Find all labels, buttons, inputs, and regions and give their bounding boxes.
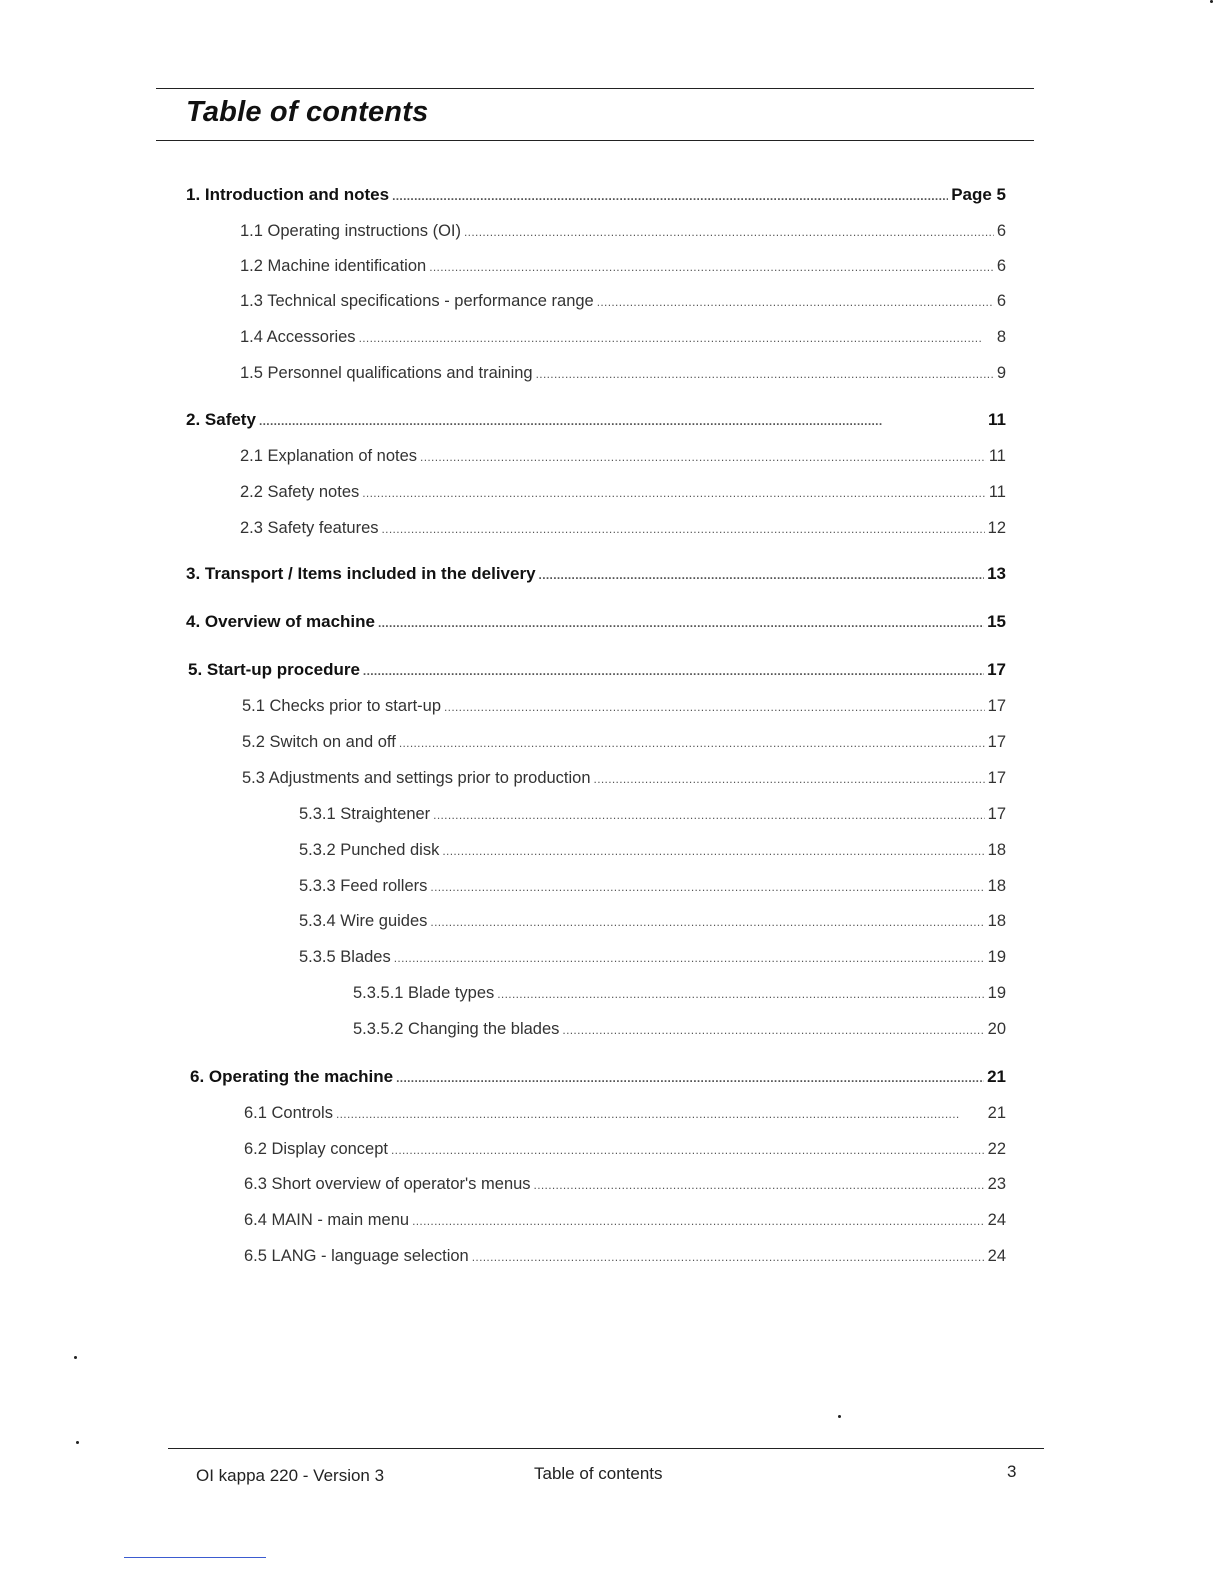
toc-entry-label: 5.3.5.2 Changing the blades: [353, 1020, 560, 1038]
toc-entry: [190, 1066, 1006, 1089]
toc-entry-page: 23: [987, 1175, 1006, 1193]
toc-entry-page: 24: [987, 1211, 1006, 1229]
toc-entry: [299, 910, 1006, 933]
toc-entry-label: 1.4 Accessories: [240, 328, 356, 346]
toc-entry: [188, 659, 1006, 682]
toc-entry: [240, 362, 1006, 385]
toc-leader-dots: [420, 446, 986, 468]
scan-edge-line: [124, 1557, 266, 1558]
toc-entry-page: 22: [987, 1140, 1006, 1158]
toc-leader-dots: [464, 221, 994, 243]
toc-entry-page: 12: [987, 519, 1006, 537]
toc-entry-page: 17: [987, 697, 1006, 715]
toc-entry-label: 1. Introduction and notes: [186, 185, 390, 204]
toc-entry: [299, 946, 1006, 969]
toc-leader-dots: [429, 256, 994, 278]
toc-entry-page: 11: [988, 483, 1006, 501]
toc-leader-dots: [594, 768, 985, 790]
footer-page-number: 3: [1007, 1462, 1017, 1481]
toc-entry-label: 2.3 Safety features: [240, 519, 379, 537]
toc-entry-label: 6.4 MAIN - main menu: [244, 1211, 410, 1229]
toc-entry-page: 18: [987, 912, 1006, 930]
toc-entry: [244, 1102, 1006, 1125]
toc-entry: [186, 409, 1006, 432]
toc-entry: [299, 839, 1006, 862]
toc-leader-dots: [472, 1246, 985, 1268]
toc-leader-dots: [399, 732, 985, 754]
toc-leader-dots: [562, 1019, 984, 1041]
toc-entry-label: 5.3.5 Blades: [299, 948, 391, 966]
toc-entry-label: 5.1 Checks prior to start-up: [242, 697, 441, 715]
toc-entry-page: 18: [987, 877, 1006, 895]
toc-leader-dots: [394, 947, 985, 969]
toc-entry-page: 8: [996, 328, 1006, 346]
toc-entry-page: 18: [987, 841, 1006, 859]
toc-entry-label: 5.3.5.1 Blade types: [353, 984, 495, 1002]
toc-leader-dots: [392, 185, 948, 207]
toc-entry: [240, 220, 1006, 243]
toc-entry: [244, 1173, 1006, 1196]
toc-entry-page: 19: [987, 984, 1006, 1002]
toc-entry-label: 5.3 Adjustments and settings prior to production: [242, 769, 591, 787]
toc-entry-label: 5.3.1 Straightener: [299, 805, 431, 823]
toc-entry-label: 6.3 Short overview of operator's menus: [244, 1175, 531, 1193]
toc-entry-page: 17: [987, 805, 1006, 823]
toc-leader-dots: [259, 410, 985, 432]
toc-entry-page: 6: [996, 292, 1006, 310]
toc-entry: [240, 290, 1006, 313]
toc-entry: [299, 875, 1006, 898]
toc-entry-page: 11: [988, 410, 1006, 429]
toc-entry-page: 6: [996, 222, 1006, 240]
toc-leader-dots: [497, 983, 984, 1005]
toc-entry: [244, 1245, 1006, 1268]
toc-entry-page: 20: [987, 1020, 1006, 1038]
toc-entry-label: 6.1 Controls: [244, 1104, 333, 1122]
toc-leader-dots: [362, 482, 986, 504]
toc-leader-dots: [433, 804, 984, 826]
toc-leader-dots: [396, 1067, 984, 1089]
toc-entry-page: 11: [988, 447, 1006, 465]
toc-entry-page: 21: [987, 1067, 1006, 1086]
toc-entry-label: 2.2 Safety notes: [240, 483, 360, 501]
toc-entry-label: 1.5 Personnel qualifications and training: [240, 364, 533, 382]
toc-leader-dots: [442, 840, 984, 862]
toc-entry-page: 19: [987, 948, 1006, 966]
toc-entry-label: 1.1 Operating instructions (OI): [240, 222, 462, 240]
scan-speck: [76, 1441, 79, 1444]
toc-entry: [240, 445, 1006, 468]
toc-leader-dots: [363, 660, 984, 682]
toc-entry-page: 21: [987, 1104, 1006, 1122]
toc-leader-dots: [382, 518, 985, 540]
toc-entry: [186, 563, 1006, 586]
toc-entry-label: 6.2 Display concept: [244, 1140, 388, 1158]
toc-entry-label: 5.3.3 Feed rollers: [299, 877, 428, 895]
toc-leader-dots: [536, 363, 994, 385]
toc-leader-dots: [336, 1103, 985, 1125]
toc-entry-label: 3. Transport / Items included in the delivery: [186, 564, 536, 583]
toc-entry: [242, 695, 1006, 718]
toc-entry: [240, 517, 1006, 540]
toc-entry: [186, 184, 1006, 207]
toc-entry-page: 17: [987, 769, 1006, 787]
toc-leader-dots: [444, 696, 985, 718]
toc-leader-dots: [430, 911, 984, 933]
scan-speck: [838, 1415, 841, 1418]
toc-entry: [244, 1209, 1006, 1232]
page-title: Table of contents: [186, 96, 429, 128]
toc-entry-label: 6.5 LANG - language selection: [244, 1247, 469, 1265]
header-top-rule: [156, 88, 1034, 89]
toc-entry-page: Page 5: [951, 185, 1006, 204]
footer-rule: [168, 1448, 1044, 1449]
toc-entry-label: 5.3.2 Punched disk: [299, 841, 440, 859]
toc-entry: [240, 481, 1006, 504]
header-bottom-rule: [156, 140, 1034, 141]
toc-leader-dots: [412, 1210, 985, 1232]
toc-entry-label: 1.2 Machine identification: [240, 257, 427, 275]
toc-leader-dots: [359, 327, 994, 349]
toc-entry-label: 5.3.4 Wire guides: [299, 912, 428, 930]
toc-entry: [353, 1018, 1006, 1041]
toc-entry: [353, 982, 1006, 1005]
toc-entry-label: 2. Safety: [186, 410, 256, 429]
scan-speck: [74, 1356, 77, 1359]
toc-entry-page: 17: [987, 660, 1006, 679]
toc-entry-label: 5.2 Switch on and off: [242, 733, 396, 751]
toc-entry-label: 1.3 Technical specifications - performance range: [240, 292, 594, 310]
toc-entry: [299, 803, 1006, 826]
toc-leader-dots: [430, 876, 984, 898]
toc-leader-dots: [534, 1174, 985, 1196]
toc-entry-label: 4. Overview of machine: [186, 612, 375, 631]
toc-entry-page: 9: [996, 364, 1006, 382]
footer-section-name: Table of contents: [534, 1464, 663, 1483]
toc-entry-label: 5. Start-up procedure: [188, 660, 360, 679]
toc-leader-dots: [391, 1139, 985, 1161]
toc-leader-dots: [378, 612, 984, 634]
toc-entry-label: 2.1 Explanation of notes: [240, 447, 418, 465]
toc-entry-page: 15: [987, 612, 1006, 631]
toc-entry: [186, 611, 1006, 634]
toc-entry: [244, 1138, 1006, 1161]
toc-leader-dots: [539, 564, 985, 586]
footer-document-name: OI kappa 220 - Version 3: [196, 1466, 385, 1485]
toc-entry-page: 24: [987, 1247, 1006, 1265]
toc-entry: [240, 326, 1006, 349]
toc-leader-dots: [597, 291, 994, 313]
toc-entry: [240, 255, 1006, 278]
toc-entry-page: 17: [987, 733, 1006, 751]
scan-speck: [1210, 0, 1213, 3]
toc-entry-page: 6: [996, 257, 1006, 275]
toc-entry: [242, 731, 1006, 754]
toc-entry-page: 13: [987, 564, 1006, 583]
toc-entry: [242, 767, 1006, 790]
toc-entry-label: 6. Operating the machine: [190, 1067, 394, 1086]
